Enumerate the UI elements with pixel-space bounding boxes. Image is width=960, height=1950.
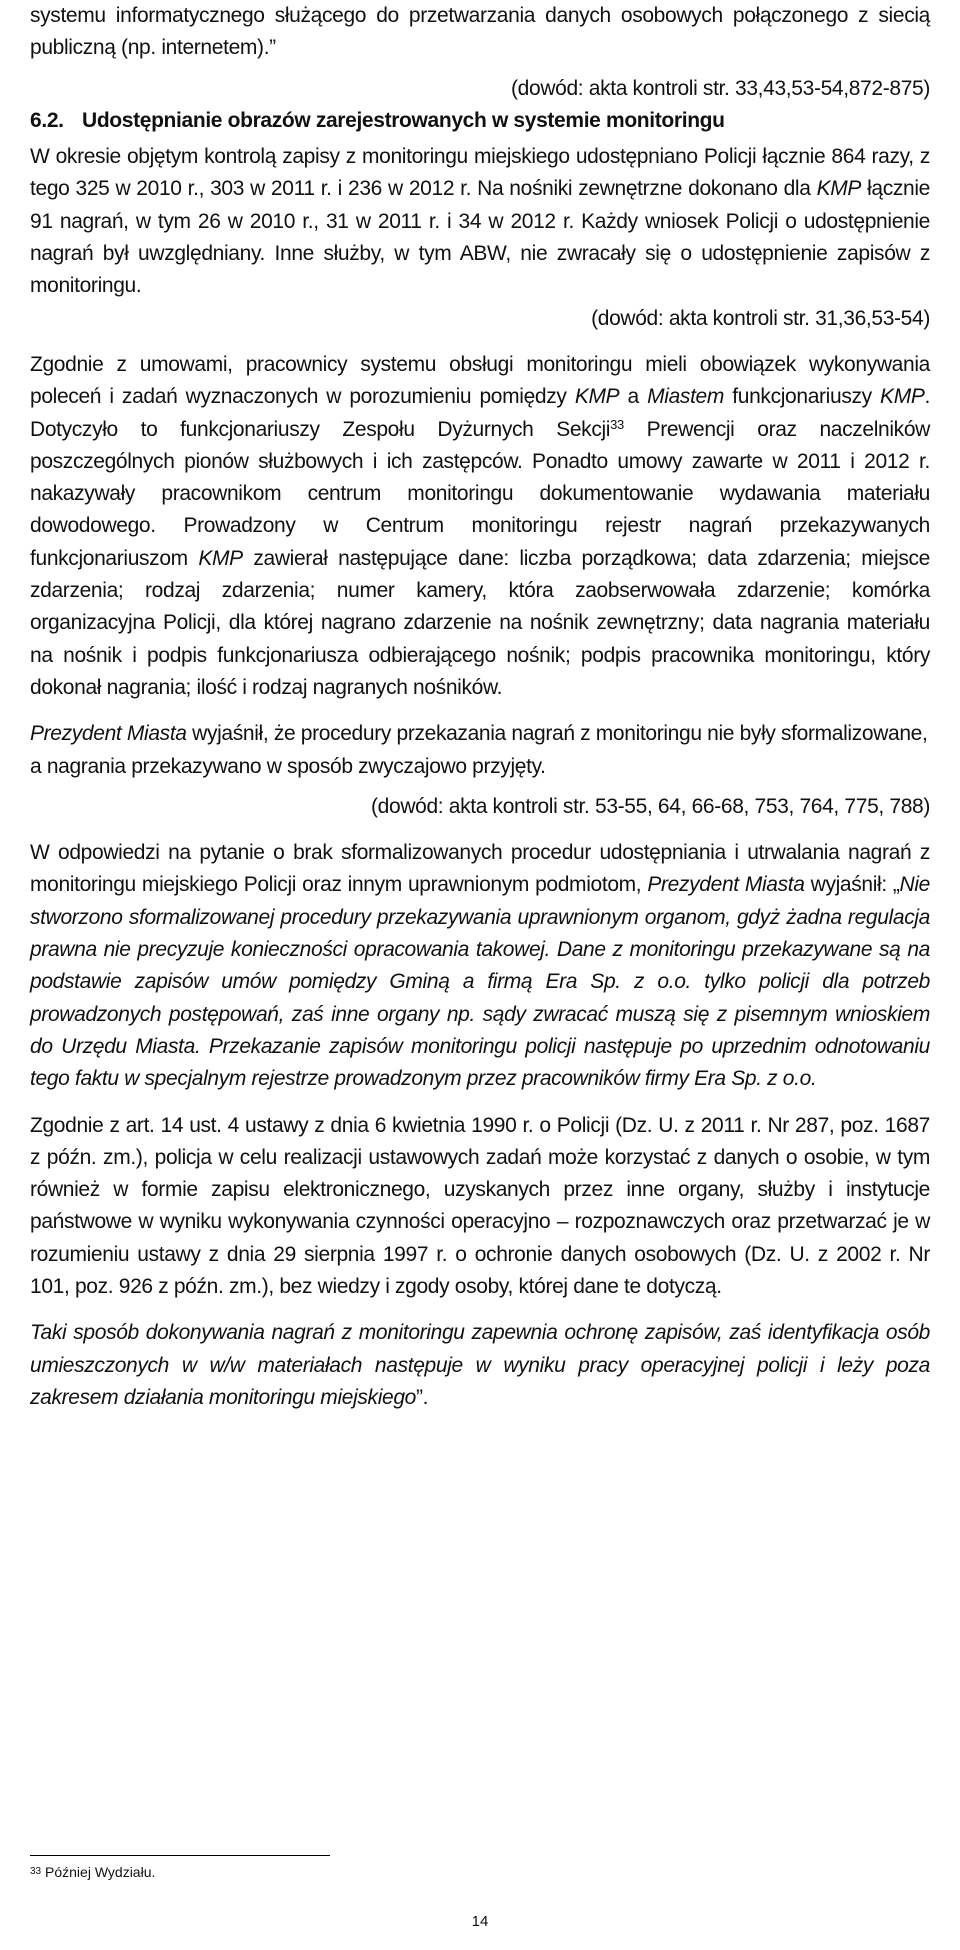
paragraph-2: Zgodnie z umowami, pracownicy systemu obsługi monitoringu mieli obowiązek wykonywania poleceń i zadań wyznaczonych w porozumieniu pomiędzy KMP a Miastem funkcjonariuszy KMP. Dotyczyło to funkcjonariuszy Zespołu Dyżurnych Sekcji$^{33}$ Prewencji oraz naczelników poszczególnych pionów służbowych i ich zastępców. Ponadto umowy zawarte w 2011 i 2012 r. nakazywały pracownikom centrum monitoringu dokumentowanie wydawania materiału dowodowego. Prowadzony w Centrum monitoringu rejestr nagrań przekazywanych funkcjonariuszom KMP zawierał następujące dane: liczba porządkowa; data zdarzenia; miejsce zdarzenia; rodzaj zdarzenia; numer kamery, która zaobserwowała zdarzenie; komórka organizacyjna Policji, dla której nagrano zdarzenie na nośnik zewnętrzny; data nagrania materiału na nośnik i podpis funkcjonariusza odbierającego nośnik; podpis pracownika monitoringu, który dokonał nagrania; ilość i rodzaj nagranych nośników.	[30, 352, 930, 699]
kmp-abbrev: KMP	[198, 546, 243, 570]
kmp-abbrev: KMP	[816, 177, 862, 201]
prezydent-name: Prezydent Miasta	[647, 873, 805, 897]
footnote-number: 33	[30, 1866, 42, 1877]
footnote-ref: 33	[610, 416, 624, 432]
footnote-separator	[30, 1855, 330, 1856]
section-number: 6.2.	[30, 108, 64, 132]
paragraph-6: Taki sposób dokonywania nagrań z monitoringu zapewnia ochronę zapisów, zaś identyfikacja osób umieszczonych w w/w materiałach następuje w wyniku pracy operacyjnej policji i leży poza zakresem działania monitoringu miejskiego”.	[30, 1321, 930, 1409]
paragraph-3: Prezydent Miasta wyjaśnił, że procedury przekazania nagrań z monitoringu nie były sformalizowane, a nagrania przekazywano w sposób zwyczajowo przyjęty.	[30, 722, 928, 778]
section-title: Udostępnianie obrazów zarejestrowanych w systemie monitoringu	[82, 108, 725, 132]
kmp-abbrev: KMP	[574, 385, 620, 409]
page-number: 14	[471, 1913, 489, 1930]
paragraph-1	[30, 141, 930, 302]
paragraph-1-text: W okresie objętym kontrolą zapisy z monitoringu miejskiego udostępniano Policji łącznie 864 razy, z tego 325 w 2010 r., 303 w 2011 r. i 236 w 2012 r. Na nośniki zewnętrzne dokonano dla KMP łącznie 91 nagrań, w tym 26 w 2010 r., 31 w 2011 r. i 34 w 2012 r. Każdy wniosek Policji o udostępnienie nagrań był uwzględniany. Inne służby, w tym ABW, nie zwracały się o udostępnienie zapisów z monitoringu.	[30, 145, 930, 298]
footnote-text: Później Wydziału.	[45, 1864, 156, 1880]
kmp-abbrev: KMP	[880, 385, 925, 409]
footnote	[30, 1864, 155, 1880]
paragraph-5: Zgodnie z art. 14 ust. 4 ustawy z dnia 6 kwietnia 1990 r. o Policji (Dz. U. z 2011 r. Nr 287, poz. 1687 z późn. zm.), policja w celu realizacji ustawowych zadań może korzystać z danych o osobie, w tym również w formie zapisu elektronicznego, uzyskanych przez inne organy, służby i instytucje państwowe w wyniku wykonywania czynności operacyjno – rozpoznawczych oraz przetwarzać je w rozumieniu ustawy z dnia 29 sierpnia 1997 r. o ochronie danych osobowych (Dz. U. z 2002 r. Nr 101, poz. 926 z późn. zm.), bez wiedzy i zgody osoby, której dane te dotyczą.	[30, 1113, 930, 1298]
paragraph-top: systemu informatycznego służącego do przetwarzania danych osobowych połączonego z siecią publiczną (np. internetem).”	[30, 4, 930, 60]
prezydent-name: Prezydent Miasta	[30, 722, 187, 746]
evidence-ref-3: (dowód: akta kontroli str. 53-55, 64, 66-68, 753, 764, 775, 788)	[371, 794, 930, 818]
miastem-word: Miastem	[647, 385, 725, 409]
evidence-ref-2: (dowód: akta kontroli str. 31,36,53-54)	[591, 306, 930, 330]
section-heading	[30, 105, 930, 137]
document-body	[30, 0, 930, 1414]
evidence-ref-1: (dowód: akta kontroli str. 33,43,53-54,872-875)	[511, 76, 930, 100]
quoted-explanation: Nie stworzono sformalizowanej procedury przekazywania uprawnionym organom, gdyż żadna regulacja prawna nie precyzuje konieczności opracowania takowej. Dane z monitoringu przekazywane są na podstawie zapisów umów pomiędzy Gminą a firmą Era Sp. z o.o. tylko policji dla potrzeb prowadzonych postępowań, zaś inne organy np. sądy zwracać muszą się z pisemnym wnioskiem do Urzędu Miasta. Przekazanie zapisów monitoringu policji następuje po uprzednim odnotowaniu tego faktu w specjalnym rejestrze prowadzonym przez pracowników firmy Era Sp. z o.o.	[30, 873, 931, 1091]
paragraph-4: W odpowiedzi na pytanie o brak sformalizowanych procedur udostępniania i utrwalania nagrań z monitoringu miejskiego Policji oraz innym uprawnionym podmiotom, Prezydent Miasta wyjaśnił: „Nie stworzono sformalizowanej procedury przekazywania uprawnionym organom, gdyż żadna regulacja prawna nie precyzuje konieczności opracowania takowej. Dane z monitoringu przekazywane są na podstawie zapisów umów pomiędzy Gminą a firmą Era Sp. z o.o. tylko policji dla potrzeb prowadzonych postępowań, zaś inne organy np. sądy zwracać muszą się z pisemnym wnioskiem do Urzędu Miasta. Przekazanie zapisów monitoringu policji następuje po uprzednim odnotowaniu tego faktu w specjalnym rejestrze prowadzonym przez pracowników firmy Era Sp. z o.o.	[30, 841, 931, 1091]
